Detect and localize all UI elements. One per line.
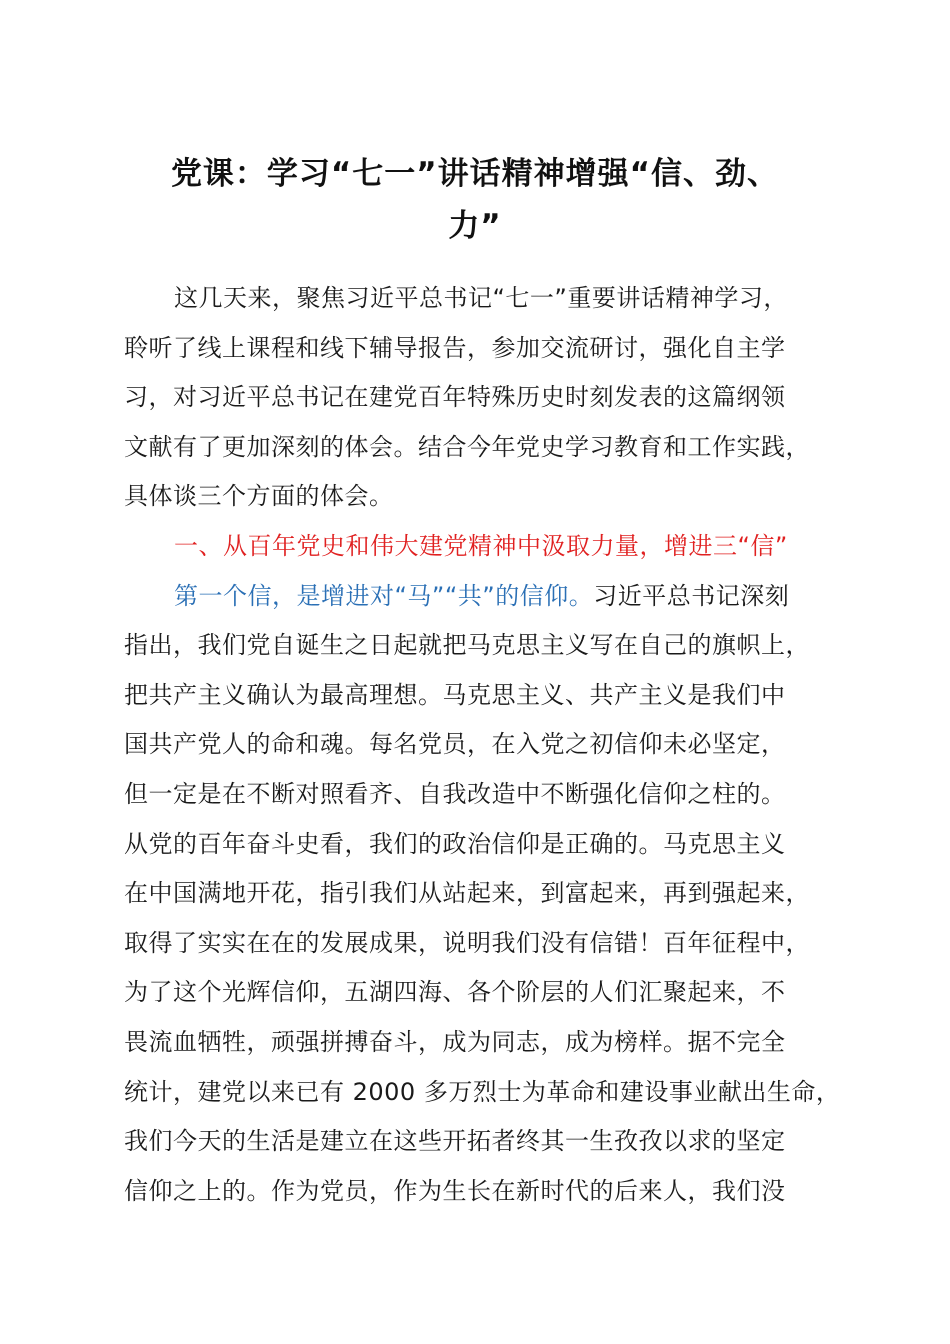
document-title — [110, 148, 840, 252]
paragraph-line: 取得了实实在在的发展成果，说明我们没有信错！百年征程中， — [124, 928, 810, 957]
paragraph-text: 习近平总书记深刻 — [593, 581, 790, 610]
paragraph-line: 文献有了更加深刻的体会。结合今年党史学习教育和工作实践， — [124, 432, 810, 461]
section-heading: 一、从百年党史和伟大建党精神中汲取力量，增进三“信” — [174, 531, 788, 560]
paragraph-line: 我们今天的生活是建立在这些开拓者终其一生孜孜以求的坚定 — [124, 1127, 786, 1156]
paragraph-line: 在中国满地开花，指引我们从站起来，到富起来，再到强起来， — [124, 879, 810, 908]
title-line-2: 力” — [448, 208, 502, 244]
paragraph-line: 习，对习近平总书记在建党百年特殊历史时刻发表的这篇纲领 — [124, 383, 786, 412]
document-body — [124, 274, 866, 1216]
paragraph-line: 但一定是在不断对照看齐、自我改造中不断强化信仰之柱的。 — [124, 779, 786, 808]
paragraph-line: 为了这个光辉信仰，五湖四海、各个阶层的人们汇聚起来，不 — [124, 978, 786, 1007]
paragraph-line: 统计，建党以来已有 2000 多万烈士为革命和建设事业献出生命， — [124, 1077, 841, 1106]
paragraph-line: 畏流血牺牲，顽强拼搏奋斗，成为同志，成为榜样。据不完全 — [124, 1027, 786, 1056]
subheading-line — [124, 572, 866, 622]
paragraph-line: 这几天来，聚焦习近平总书记“七一”重要讲话精神学习， — [174, 284, 788, 312]
paragraph-line: 信仰之上的。作为党员，作为生长在新时代的后来人，我们没 — [124, 1176, 786, 1205]
paragraph-line: 从党的百年奋斗史看，我们的政治信仰是正确的。马克思主义 — [124, 829, 786, 858]
subheading: 第一个信，是增进对“马”“共”的信仰。 — [174, 581, 594, 610]
paragraph-line: 指出，我们党自诞生之日起就把马克思主义写在自己的旗帜上， — [124, 631, 810, 660]
paragraph-line: 聆听了线上课程和线下辅导报告，参加交流研讨，强化自主学 — [124, 333, 786, 362]
paragraph-line: 把共产主义确认为最高理想。马克思主义、共产主义是我们中 — [124, 680, 786, 709]
paragraph-line: 具体谈三个方面的体会。 — [124, 482, 394, 511]
title-line-1: 党课：学习“七一”讲话精神增强“信、劲、 — [170, 156, 780, 192]
paragraph-line: 国共产党人的命和魂。每名党员，在入党之初信仰未必坚定， — [124, 730, 786, 759]
